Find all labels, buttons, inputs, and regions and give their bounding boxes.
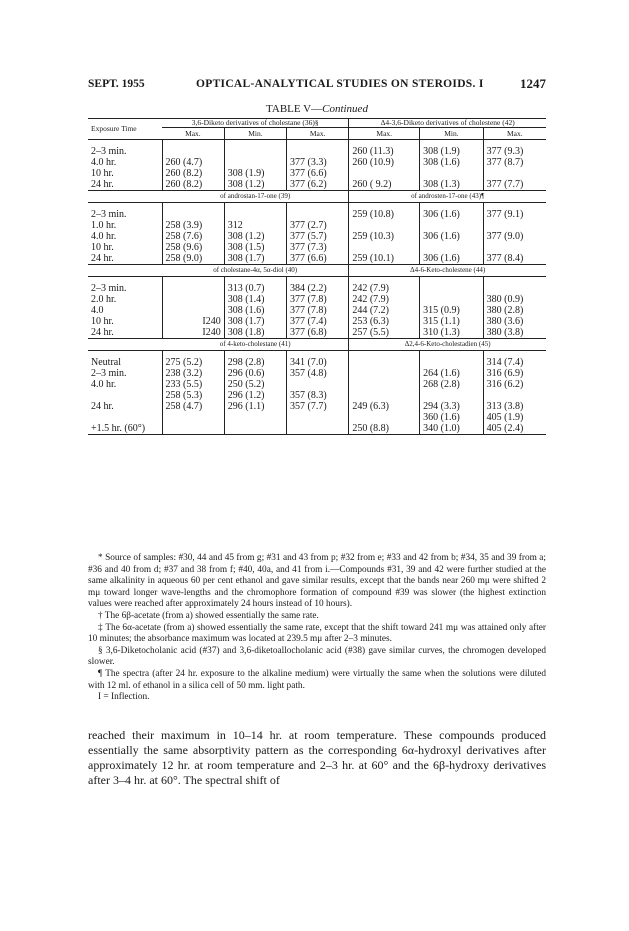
value-cell: 377 (9.0) xyxy=(483,231,546,242)
exposure-cell: 4.0 hr. xyxy=(91,231,117,242)
value-cell: 253 (6.3) xyxy=(349,316,420,327)
value-cell xyxy=(420,294,484,305)
page-number: 1247 xyxy=(520,76,546,91)
value-cell xyxy=(420,220,484,231)
value-cell: 258 (9.6) xyxy=(162,242,224,253)
exposure-cell: 2–3 min. xyxy=(91,283,127,294)
value-cell xyxy=(162,423,224,435)
value-cell: 308 (1.6) xyxy=(420,157,484,168)
sub-header: Min. xyxy=(420,128,484,140)
value-cell xyxy=(420,242,484,253)
value-cell: 275 (5.2) xyxy=(162,357,224,368)
table-row xyxy=(88,283,546,294)
exposure-cell: 2–3 min. xyxy=(91,209,127,220)
value-cell: 260 (11.3) xyxy=(349,146,420,157)
value-cell: 377 (5.7) xyxy=(287,231,349,242)
value-cell: 377 (6.2) xyxy=(287,179,349,191)
value-cell: 296 (1.2) xyxy=(224,390,286,401)
header-date: SEPT. 1955 xyxy=(88,78,145,90)
value-cell: 377 (7.4) xyxy=(287,316,349,327)
value-cell: 308 (1.3) xyxy=(420,179,484,191)
exposure-cell: 24 hr. xyxy=(91,179,114,190)
table-row xyxy=(88,157,546,168)
value-cell: 294 (3.3) xyxy=(420,401,484,412)
value-cell: 258 (4.7) xyxy=(162,401,224,412)
value-cell: 315 (1.1) xyxy=(420,316,484,327)
rule-cell xyxy=(88,435,546,436)
value-cell: 250 (8.8) xyxy=(349,423,420,435)
value-cell: 377 (8.7) xyxy=(483,157,546,168)
value-cell: 357 (4.8) xyxy=(287,368,349,379)
left-compound-label: of 4-keto-cholestane (41) xyxy=(219,340,291,348)
table-row xyxy=(88,401,546,412)
value-cell xyxy=(162,283,224,294)
value-cell: 377 (7.8) xyxy=(287,294,349,305)
exposure-cell: 4.0 xyxy=(91,305,104,316)
value-cell: 258 (5.3) xyxy=(162,390,224,401)
value-cell: 377 (9.1) xyxy=(483,209,546,220)
value-cell: 377 (7.3) xyxy=(287,242,349,253)
table-row xyxy=(88,253,546,265)
value-cell xyxy=(224,423,286,435)
value-cell: 296 (0.6) xyxy=(224,368,286,379)
value-cell xyxy=(420,390,484,401)
footnote: † The 6β-acetate (from a) showed essentially the same rate. xyxy=(98,610,319,621)
value-cell xyxy=(162,294,224,305)
table-row xyxy=(88,390,546,401)
table-row xyxy=(88,412,546,423)
body-text: reached their maximum in 10–14 hr. at room temperature. These compounds produced essentially the same absorptivity pattern as the corresponding 6α-hydroxyl derivatives after approximately 12 hr. at room temperature and 2–3 hr. at 60° and the 6β-hydroxy derivatives after 3–4 hr. at 60°. The spectral shift of xyxy=(88,728,546,787)
sub-header: Max. xyxy=(287,128,349,140)
value-cell: 259 (10.8) xyxy=(349,209,420,220)
value-cell: 306 (1.6) xyxy=(420,209,484,220)
value-cell xyxy=(420,283,484,294)
section-spacer xyxy=(88,265,162,277)
exposure-cell: 24 hr. xyxy=(91,327,114,338)
right-compound-label: Δ4-6-Keto-cholestene (44) xyxy=(349,265,546,277)
value-cell: I240 xyxy=(162,316,224,327)
value-cell: 308 (1.7) xyxy=(224,253,286,265)
value-cell: 260 (10.9) xyxy=(349,157,420,168)
value-cell xyxy=(420,168,484,179)
exposure-cell: 2–3 min. xyxy=(91,368,127,379)
section-spacer xyxy=(88,339,162,351)
footnote: ‡ The 6α-acetate (from a) showed essentially the same rate, except that the shift toward 241 mμ was attained only after 10 minutes; the absorbance maximum was located at 239.5 mμ after 2–3 minutes. xyxy=(88,622,546,645)
value-cell: 244 (7.2) xyxy=(349,305,420,316)
exposure-cell xyxy=(88,412,162,423)
value-cell: 312 xyxy=(224,220,286,231)
footnote: § 3,6-Diketocholanic acid (#37) and 3,6-diketoallocholanic acid (#38) gave similar curves, the chromogen developed slower. xyxy=(88,645,546,668)
value-cell xyxy=(287,146,349,157)
value-cell xyxy=(349,390,420,401)
value-cell xyxy=(162,209,224,220)
table-row xyxy=(88,179,546,191)
value-cell: 296 (1.1) xyxy=(224,401,286,412)
value-cell xyxy=(483,168,546,179)
sub-header: Min. xyxy=(224,128,286,140)
value-cell: 308 (1.9) xyxy=(420,146,484,157)
left-compound-label: of cholestane-4α, 5α-diol (40) xyxy=(213,266,298,274)
value-cell xyxy=(349,242,420,253)
left-group-header: 3,6-Diketo derivatives of cholestane (36)§ xyxy=(191,118,319,127)
section-title-row xyxy=(88,339,546,351)
table-bottom-rule xyxy=(88,435,546,436)
table-row xyxy=(88,305,546,316)
value-cell: 377 (2.7) xyxy=(287,220,349,231)
value-cell xyxy=(483,242,546,253)
value-cell: 380 (3.8) xyxy=(483,327,546,339)
value-cell: I240 xyxy=(162,327,224,339)
value-cell xyxy=(349,379,420,390)
value-cell: 316 (6.2) xyxy=(483,379,546,390)
value-cell: 377 (8.4) xyxy=(483,253,546,265)
value-cell: 313 (3.8) xyxy=(483,401,546,412)
value-cell: 258 (7.6) xyxy=(162,231,224,242)
value-cell: 306 (1.6) xyxy=(420,231,484,242)
value-cell: 314 (7.4) xyxy=(483,357,546,368)
value-cell xyxy=(162,412,224,423)
table-row xyxy=(88,231,546,242)
value-cell xyxy=(287,412,349,423)
exposure-cell: 2–3 min. xyxy=(91,146,127,157)
value-cell: 405 (2.4) xyxy=(483,423,546,435)
table-row xyxy=(88,357,546,368)
value-cell: 357 (8.3) xyxy=(287,390,349,401)
value-cell: 308 (1.9) xyxy=(224,168,286,179)
table-footnotes xyxy=(88,553,546,704)
value-cell: 310 (1.3) xyxy=(420,327,484,339)
value-cell: 308 (1.5) xyxy=(224,242,286,253)
table-continued: Continued xyxy=(322,103,368,115)
footnote: * Source of samples: #30, 44 and 45 from g; #31 and 43 from p; #32 from e; #33 and 42 from b; #34, 35 and 39 from a; #36 and 40 from d; #37 and 38 from f; #40, 40a, and 41 from i.—Compounds #31, 39 and 42 were further studied at the same alkalinity in aqueous 60 per cent ethanol and gave similar results, except that the bands near 260 mμ were shifted 2 mμ toward longer wave-lengths and the chromophore formation of compound #39 was slower (the highest extinction values were reached after approximately 24 hours instead of 10 hours). xyxy=(88,553,546,610)
spectra-table xyxy=(88,118,546,435)
value-cell: 377 (7.7) xyxy=(483,179,546,191)
exposure-cell: 24 hr. xyxy=(91,401,114,412)
table-row xyxy=(88,316,546,327)
value-cell: 308 (1.7) xyxy=(224,316,286,327)
table-row xyxy=(88,423,546,435)
table-row xyxy=(88,168,546,179)
value-cell xyxy=(287,209,349,220)
exposure-cell: +1.5 hr. (60°) xyxy=(91,423,146,434)
value-cell: 380 (3.6) xyxy=(483,316,546,327)
table-row xyxy=(88,242,546,253)
value-cell: 384 (2.2) xyxy=(287,283,349,294)
value-cell: 308 (1.2) xyxy=(224,179,286,191)
value-cell: 313 (0.7) xyxy=(224,283,286,294)
right-compound-label: Δ2,4-6-Keto-cholestadien (45) xyxy=(349,339,546,351)
exposure-cell: 4.0 hr. xyxy=(91,379,117,390)
value-cell: 238 (3.2) xyxy=(162,368,224,379)
value-cell: 357 (7.7) xyxy=(287,401,349,412)
value-cell: 340 (1.0) xyxy=(420,423,484,435)
exposure-cell: 10 hr. xyxy=(91,168,114,179)
footnote: ¶ The spectra (after 24 hr. exposure to the alkaline medium) were virtually the same when the solutions were diluted with 12 ml. of ethanol in a silica cell of 50 mm. light path. xyxy=(88,668,546,691)
table-row xyxy=(88,379,546,390)
value-cell: 308 (1.8) xyxy=(224,327,286,339)
exposure-cell: 1.0 hr. xyxy=(91,220,117,231)
section-spacer xyxy=(88,191,162,203)
value-cell: 242 (7.9) xyxy=(349,283,420,294)
value-cell: 259 (10.3) xyxy=(349,231,420,242)
value-cell: 377 (6.8) xyxy=(287,327,349,339)
value-cell xyxy=(224,157,286,168)
value-cell: 268 (2.8) xyxy=(420,379,484,390)
value-cell: 341 (7.0) xyxy=(287,357,349,368)
value-cell: 360 (1.6) xyxy=(420,412,484,423)
value-cell: 260 (4.7) xyxy=(162,157,224,168)
left-compound-label: of androstan-17-one (39) xyxy=(220,192,291,200)
value-cell: 308 (1.4) xyxy=(224,294,286,305)
value-cell: 242 (7.9) xyxy=(349,294,420,305)
exposure-cell: 10 hr. xyxy=(91,242,114,253)
value-cell: 258 (9.0) xyxy=(162,253,224,265)
value-cell xyxy=(162,146,224,157)
value-cell xyxy=(349,168,420,179)
value-cell xyxy=(483,220,546,231)
value-cell xyxy=(224,209,286,220)
value-cell xyxy=(349,220,420,231)
value-cell xyxy=(349,368,420,379)
value-cell xyxy=(162,305,224,316)
exposure-cell: 10 hr. xyxy=(91,316,114,327)
value-cell xyxy=(483,390,546,401)
table-header-row xyxy=(88,119,546,128)
exposure-cell: 4.0 hr. xyxy=(91,157,117,168)
value-cell: 258 (3.9) xyxy=(162,220,224,231)
value-cell: 298 (2.8) xyxy=(224,357,286,368)
value-cell xyxy=(420,357,484,368)
table-row xyxy=(88,209,546,220)
exposure-cell xyxy=(88,390,162,401)
value-cell: 233 (5.5) xyxy=(162,379,224,390)
value-cell: 380 (2.8) xyxy=(483,305,546,316)
value-cell: 377 (7.8) xyxy=(287,305,349,316)
value-cell: 257 (5.5) xyxy=(349,327,420,339)
exposure-cell: 2.0 hr. xyxy=(91,294,117,305)
value-cell: 260 (8.2) xyxy=(162,168,224,179)
value-cell: 260 ( 9.2) xyxy=(349,179,420,191)
value-cell: 264 (1.6) xyxy=(420,368,484,379)
value-cell: 377 (6.6) xyxy=(287,253,349,265)
value-cell: 380 (0.9) xyxy=(483,294,546,305)
value-cell xyxy=(349,412,420,423)
exposure-time-header: Exposure Time xyxy=(91,124,137,133)
header-title: OPTICAL-ANALYTICAL STUDIES ON STEROIDS. I xyxy=(196,78,484,90)
value-cell xyxy=(349,357,420,368)
footnote: I = Inflection. xyxy=(98,692,150,703)
right-group-header: Δ4-3,6-Diketo derivatives of cholestene (42) xyxy=(349,119,546,128)
section-title-row xyxy=(88,191,546,203)
value-cell: 377 (3.3) xyxy=(287,157,349,168)
value-cell: 260 (8.2) xyxy=(162,179,224,191)
value-cell xyxy=(287,423,349,435)
table-row xyxy=(88,327,546,339)
table-row xyxy=(88,220,546,231)
value-cell: 315 (0.9) xyxy=(420,305,484,316)
value-cell: 306 (1.6) xyxy=(420,253,484,265)
section-title-row xyxy=(88,265,546,277)
value-cell: 308 (1.2) xyxy=(224,231,286,242)
table-label: TABLE V— xyxy=(266,103,323,115)
value-cell: 405 (1.9) xyxy=(483,412,546,423)
value-cell xyxy=(224,146,286,157)
table-row xyxy=(88,368,546,379)
value-cell xyxy=(483,283,546,294)
table-row xyxy=(88,294,546,305)
exposure-cell: Neutral xyxy=(91,357,121,368)
table-caption xyxy=(88,103,546,115)
sub-header: Max. xyxy=(162,128,224,140)
value-cell: 259 (10.1) xyxy=(349,253,420,265)
exposure-cell: 24 hr. xyxy=(91,253,114,264)
value-cell xyxy=(224,412,286,423)
value-cell: 308 (1.6) xyxy=(224,305,286,316)
value-cell: 377 (6.6) xyxy=(287,168,349,179)
sub-header: Max. xyxy=(349,128,420,140)
sub-header: Max. xyxy=(483,128,546,140)
value-cell: 316 (6.9) xyxy=(483,368,546,379)
value-cell xyxy=(287,379,349,390)
table-row xyxy=(88,146,546,157)
right-compound-label: of androsten-17-one (43)¶ xyxy=(349,191,546,203)
value-cell: 377 (9.3) xyxy=(483,146,546,157)
value-cell: 250 (5.2) xyxy=(224,379,286,390)
value-cell: 249 (6.3) xyxy=(349,401,420,412)
